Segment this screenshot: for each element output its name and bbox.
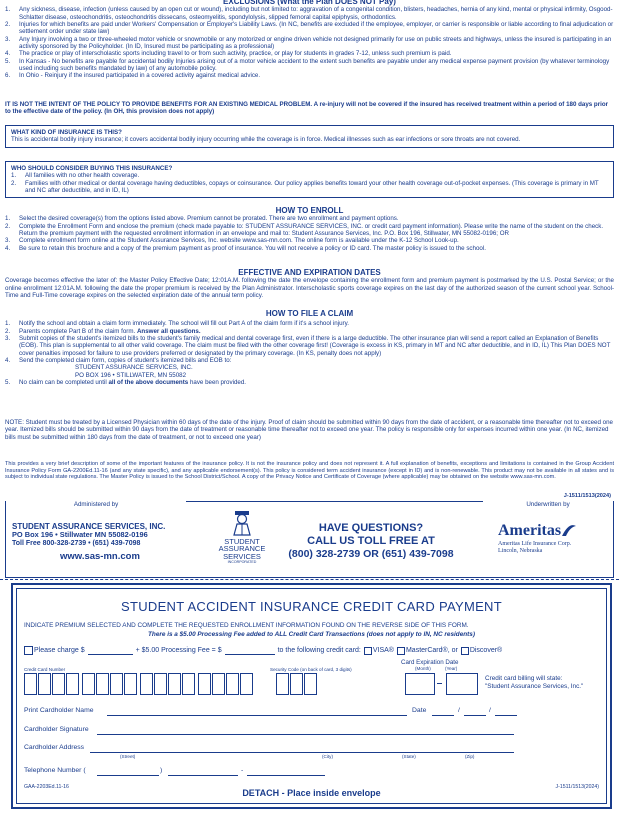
list-item-text: Be sure to retain this brochure and a copy of the premium payment as proof of insurance. You will not receive a policy or ID card. The master policy is issued to the school.	[19, 244, 486, 252]
list-item	[5, 21, 614, 36]
date-slash-2-icon: /	[489, 707, 491, 714]
list-item	[11, 180, 608, 195]
digit-cell[interactable]	[182, 673, 195, 695]
sas-logo	[212, 510, 272, 564]
digit-cell[interactable]	[198, 673, 211, 695]
intent-notice: IT IS NOT THE INTENT OF THE POLICY TO PROVIDE BENEFITS FOR AN EXISTING MEDICAL PROBLEM. A re-injury will not be covered if the insured has received treatment within a period of 180 days prior to the effective date of the policy. (In OH, this provision does not apply)	[5, 101, 609, 116]
exp-separator	[437, 683, 442, 684]
ameritas-name: Ameritas	[498, 522, 562, 539]
ameritas-sub-2: Lincoln, Nebraska	[498, 547, 543, 554]
list-item-text: The practice or play of interscholastic sports including travel to or from such activity, practice, or play for students in grades 7-12, unless such premium is paid.	[19, 50, 452, 58]
year-label: (Year)	[445, 666, 458, 671]
digit-cell[interactable]	[304, 673, 317, 695]
kind-text: This is accidental bodily injury insurance; it covers accidental bodily injury occurring while the coverage is in force. Medical illnesses such as ear infections or sore throats are not covered.	[11, 136, 521, 144]
exclusions-list	[5, 6, 614, 79]
list-item-number: 6.	[5, 72, 11, 80]
cc-instruction: INDICATE PREMIUM SELECTED AND COMPLETE THE REQUESTED ENROLLMENT INFORMATION FOUND ON THE REVERSE SIDE OF THIS FORM.	[24, 622, 469, 629]
note-text: NOTE: Student must be treated by a Licensed Physician within 60 days of the date of the injury. Proof of claim should be submitted within 90 days from the date of accident, or a reasonable time thereafter not to exceed one year. Itemized bills should be submitted within 90 days from the date of treatment or reasonable time thereafter not to exceed one year. The policy is responsible only for expenses incurred within one year. (In NC, itemized bills must be submitted within 180 days from the date of treatment, or not to exceed one year)	[5, 419, 613, 441]
list-item	[5, 6, 614, 21]
list-item-number: 2.	[5, 21, 11, 29]
kind-box	[5, 125, 614, 148]
list-item-text: In Ohio - Reinjury if the insured participated in a covered activity against medical advice.	[19, 72, 261, 80]
telephone-paren-icon: )	[160, 767, 163, 774]
month-label: (Month)	[415, 666, 431, 671]
card-number-label: Credit Card Number	[24, 667, 66, 672]
billing-line-1: Credit card billing will state:	[485, 675, 563, 682]
billing-statement	[485, 675, 583, 690]
digit-cell[interactable]	[24, 673, 37, 695]
claim-item-number: 4.	[5, 357, 11, 364]
charge-checkbox[interactable]	[24, 646, 33, 655]
list-item-text: All families with no other health coverage.	[25, 172, 140, 180]
claim-item	[5, 357, 614, 379]
list-item-text: Select the desired coverage(s) from the options listed above. Premium cannot be prorated. There are two enrollment and payment options.	[19, 215, 399, 223]
effective-text: Coverage becomes effective the later of: the Master Policy Effective Date; 12:01A.M. following the date the envelope containing the enrollment form and premium payment is postmarked by the U.S. Postal Service; or the online enrollment 12:01A.M. following the date the proper premium is received by the Plan Administrator. Interscholastic sports coverage expires on the last day of the authorized season of the current school year. School-Time and Full-Time coverage expires on the selected expiration date of the annual term policy.	[5, 277, 614, 300]
form-code-top: J-1511/1513(2024)	[563, 493, 611, 499]
digit-cell[interactable]	[212, 673, 225, 695]
list-item-number: 2.	[11, 179, 17, 187]
cc-fee-note: There is a $5.00 Processing Fee added to ALL Credit Card Transactions (does not apply to IN, NC residents)	[148, 631, 475, 638]
street-label: (Street)	[120, 754, 136, 759]
effective-section	[5, 268, 614, 299]
list-item	[11, 172, 608, 179]
digit-cell[interactable]	[226, 673, 239, 695]
telephone-dash-icon: -	[241, 767, 244, 774]
digit-cell[interactable]	[290, 673, 303, 695]
signature-field[interactable]	[97, 734, 514, 735]
discover-checkbox[interactable]	[461, 647, 469, 655]
claim-item	[5, 320, 614, 327]
telephone-area-field[interactable]	[97, 775, 159, 776]
claim-list	[5, 320, 614, 386]
who-title: WHO SHOULD CONSIDER BUYING THIS INSURANCE?	[11, 165, 173, 172]
total-amount-field[interactable]	[225, 654, 275, 655]
form-code-right: J-1511/1513(2024)	[555, 784, 599, 790]
digit-cell[interactable]	[124, 673, 137, 695]
charge-row	[24, 646, 502, 655]
list-item	[5, 72, 614, 79]
discover-label: Discover®	[469, 646, 503, 654]
administered-by-label: Administered by	[6, 501, 186, 508]
list-item-number: 1.	[11, 172, 17, 180]
ameritas-swoosh-icon	[561, 524, 577, 538]
contact-footer	[5, 501, 614, 578]
ameritas-wordmark	[498, 522, 608, 541]
claim-item-emphasis: all of the above documents	[108, 378, 189, 386]
digit-cell[interactable]	[240, 673, 253, 695]
claim-item-number: 2.	[5, 327, 11, 335]
security-code-field[interactable]	[276, 673, 316, 695]
list-item	[5, 223, 614, 238]
date-month-field[interactable]	[432, 715, 454, 716]
charge-amount-field[interactable]	[88, 654, 133, 655]
mastercard-checkbox[interactable]	[397, 647, 405, 655]
charge-label: Please charge $	[34, 646, 85, 654]
list-item-number: 4.	[5, 50, 11, 58]
enroll-list	[5, 215, 614, 252]
expiration-label: Card Expiration Date	[401, 659, 459, 666]
claim-item-emphasis: Answer all questions.	[136, 327, 201, 335]
telephone-line-field[interactable]	[247, 775, 325, 776]
list-item-text: Families with other medical or dental coverage having deductibles, copays or coinsurance. Our policy applies benefits toward your other health coverage out-of-pocket expenses. (This coverage is primary in MT and NC after deductible, and in ID, IL)	[25, 179, 599, 194]
billing-line-2: "Student Assurance Services, Inc."	[485, 682, 584, 690]
cc-payment-form	[11, 583, 612, 809]
who-list	[11, 172, 608, 194]
zip-label: (Zip)	[465, 754, 475, 759]
mastercard-label: MasterCard®, or	[405, 646, 458, 654]
digit-cell[interactable]	[140, 673, 153, 695]
detach-line	[0, 579, 619, 580]
list-item-number: 5.	[5, 57, 11, 65]
detach-instruction: DETACH - Place inside envelope	[242, 788, 381, 798]
list-item-number: 3.	[5, 35, 11, 43]
questions-block	[276, 522, 466, 560]
enroll-title: HOW TO ENROLL	[275, 206, 344, 215]
enroll-section	[5, 206, 614, 252]
digit-cell[interactable]	[276, 673, 289, 695]
telephone-text: Telephone Number	[24, 767, 82, 774]
list-item	[5, 245, 614, 252]
who-box	[5, 161, 614, 198]
underwritten-by-label: Underwritten by	[483, 501, 613, 508]
digit-cell[interactable]	[66, 673, 79, 695]
digit-cell[interactable]	[96, 673, 109, 695]
ameritas-sub-1: Ameritas Life Insurance Corp.	[498, 540, 572, 547]
address-field[interactable]	[90, 752, 514, 753]
logo-line-3: SERVICES	[223, 551, 261, 561]
date-slash-1-icon: /	[458, 707, 460, 714]
list-item-number: 2.	[5, 222, 11, 230]
kind-title: WHAT KIND OF INSURANCE IS THIS?	[11, 129, 122, 136]
exp-month-field[interactable]	[405, 673, 435, 695]
address-label: Cardholder Address	[24, 744, 85, 751]
graduate-mascot-icon	[230, 510, 254, 536]
to-card-label: to the following credit card:	[277, 646, 361, 654]
digit-cell[interactable]	[154, 673, 167, 695]
list-item	[5, 58, 614, 73]
exp-year-field[interactable]	[446, 673, 478, 695]
visa-label: VISA®	[372, 646, 394, 654]
claim-item	[5, 335, 614, 357]
city-label: (City)	[322, 754, 333, 759]
list-item-number: 4.	[5, 244, 11, 252]
exclusions-title: EXCLUSIONS (What the Plan DOES NOT Pay)	[223, 0, 396, 6]
list-item	[5, 215, 614, 222]
state-label: (State)	[402, 754, 416, 759]
digit-cell[interactable]	[52, 673, 65, 695]
list-item-text: Any sickness, disease, infection (unless caused by an open cut or wound), including but not limited to: aggravation of a congenital condition, blisters, headaches, hernia of any kind, mental or physical infirmity, Osgood-Schlatter disease, osteochondritis, osteochondritis dissecans, osteomyelitis, spondylolysis, slipped femoral capital epiphysis, orthodontics.	[19, 6, 613, 21]
date-year-field[interactable]	[495, 715, 517, 716]
list-item-number: 3.	[5, 237, 11, 245]
claim-item	[5, 328, 614, 335]
effective-title: EFFECTIVE AND EXPIRATION DATES	[238, 268, 381, 277]
list-item-number: 1.	[5, 215, 11, 223]
date-label: Date	[412, 707, 427, 714]
admin-website[interactable]: www.sas-mn.com	[60, 550, 140, 562]
print-name-label: Print Cardholder Name	[24, 707, 94, 714]
visa-checkbox[interactable]	[364, 647, 372, 655]
claim-item-tail: have been provided.	[189, 378, 247, 386]
digit-cell[interactable]	[110, 673, 123, 695]
disclaimer-text: This provides a very brief description of some of the important features of the insurance policy. It is not the insurance policy and does not represent it. A full explanation of benefits, exceptions and limitations is contained in the Group Accident Insurance Policy Form GA-2200Ed.11-16 (and any state specific), and any applicable endorsement(s). This policy is considered term accident insurance (except in ID) and is non-renewable. This product may not be available in all states and is subject to individual state regulations. The Master Policy is issued to the School District/School. A copy of the Privacy Notice and Certificate of Coverage (where applicable) may be obtained on the website www.sas-mn.com.	[5, 461, 614, 481]
call-us-text: CALL US TOLL FREE AT	[307, 534, 435, 547]
claim-item-text: No claim can be completed until	[19, 378, 107, 386]
card-number-field[interactable]	[24, 673, 254, 695]
telephone-label: Telephone Number (	[24, 767, 86, 774]
logo-line-4: INCORPORATED	[227, 559, 257, 564]
claim-item-number: 5.	[5, 378, 11, 386]
list-item-text: Complete enrollment form online at the Student Assurance Services, Inc. website www.sas-mn.com. The online form is available under the K-12 School Look-up.	[19, 237, 459, 245]
admin-toll-free: Toll Free 800-328-2739 • (651) 439-7098	[12, 539, 141, 547]
claim-address-2: PO BOX 196 • STILLWATER, MN 55082	[75, 371, 187, 379]
admin-block	[12, 522, 165, 563]
date-day-field[interactable]	[464, 715, 486, 716]
list-item-text: In Kansas - No benefits are payable for accidental bodily Injuries arising out of a motor vehicle accident to the extent such benefits are payable under any medical expense payment provision (by whatever terminology used including such benefits mandated by law) of any automobile policy.	[19, 57, 610, 72]
admin-company: STUDENT ASSURANCE SERVICES, INC.	[12, 522, 166, 531]
digit-cell[interactable]	[82, 673, 95, 695]
list-item	[5, 50, 614, 57]
claim-item	[5, 379, 614, 386]
list-item-number: 1.	[5, 6, 11, 14]
cc-title: STUDENT ACCIDENT INSURANCE CREDIT CARD PAYMENT	[121, 599, 502, 614]
claim-item-text: Submit copies of the student's itemized bills to the student's family medical and dental coverage first, even if there is a large deductible. The other insurance plan will send a report called an Explanation of Benefits (EOB). This plan is supplemental to all other valid coverage. The claim must be filed with the other coverage first! (Coverage is excess in KS, primary in MT and NC after deductible, and in ID, IL) This Plan DOES NOT cover penalties imposed for failure to use providers preferred or designated by the primary coverage. (In KS, penalty does not apply)	[19, 335, 611, 357]
cc-inner-frame	[16, 588, 607, 804]
logo-line-1: STUDENT	[224, 537, 260, 547]
questions-title: HAVE QUESTIONS?	[318, 522, 424, 534]
list-item-text: Injuries for which benefits are paid under Workers' Compensation or Employer's Liability Laws. (In NC, benefits are excluded if the employee, employer, or carrier is responsible or liable according to final adjudication or settlement order under state law)	[19, 21, 614, 36]
admin-po-box: PO Box 196 • Stillwater MN 55082-0196	[12, 530, 148, 540]
claim-item-number: 1.	[5, 320, 11, 328]
ameritas-logo	[498, 522, 608, 555]
list-item-text: Complete the Enrollment Form and enclose the premium (check made payable to: STUDENT ASSURANCE SERVICES, INC. or credit card payment information). Please write the name of the student on the check. Return the premium payment with the requested enrollment information in an envelope and mail to: Student Assurance Services, Inc. P.O. Box 196, Stillwater, MN 55082-0196; OR	[19, 222, 604, 238]
list-item	[5, 36, 614, 51]
digit-cell[interactable]	[168, 673, 181, 695]
exclusions-section	[5, 0, 614, 80]
phone-numbers: (800) 328-2739 OR (651) 439-7098	[288, 547, 454, 560]
fee-label: + $5.00 Processing Fee = $	[135, 646, 222, 654]
list-item	[5, 237, 614, 244]
claim-title: HOW TO FILE A CLAIM	[265, 309, 354, 318]
claim-item-text: Notify the school and obtain a claim form immediately. The school will fill out Part A of the claim form if it's a school injury.	[19, 320, 349, 328]
list-item-text: Any Injury involving a two or three-wheeled motor vehicle or snowmobile or any motorized or engine driven vehicle not designed primarily for use on public streets and highways, unless the insured is participating in an activity sponsored by the Policyholder. (In ID, Insured must be participating as a professional)	[19, 35, 612, 50]
claim-address-1: STUDENT ASSURANCE SERVICES, INC.	[75, 364, 193, 372]
signature-label: Cardholder Signature	[24, 726, 89, 733]
telephone-prefix-field[interactable]	[168, 775, 238, 776]
security-code-label: Security Code (on back of card, 3 digits)	[270, 667, 352, 672]
form-code-left: GAA-2203Ed.11-16	[24, 784, 69, 790]
claim-item-text: Send the completed claim form, copies of student's itemized bills and EOB to:	[19, 357, 232, 364]
digit-cell[interactable]	[38, 673, 51, 695]
claim-item-text: Parents complete Part B of the claim form.	[19, 327, 136, 335]
claim-section	[5, 309, 614, 386]
logo-line-2: ASSURANCE	[218, 544, 266, 554]
claim-item-number: 3.	[5, 335, 11, 343]
print-name-field[interactable]	[107, 715, 407, 716]
